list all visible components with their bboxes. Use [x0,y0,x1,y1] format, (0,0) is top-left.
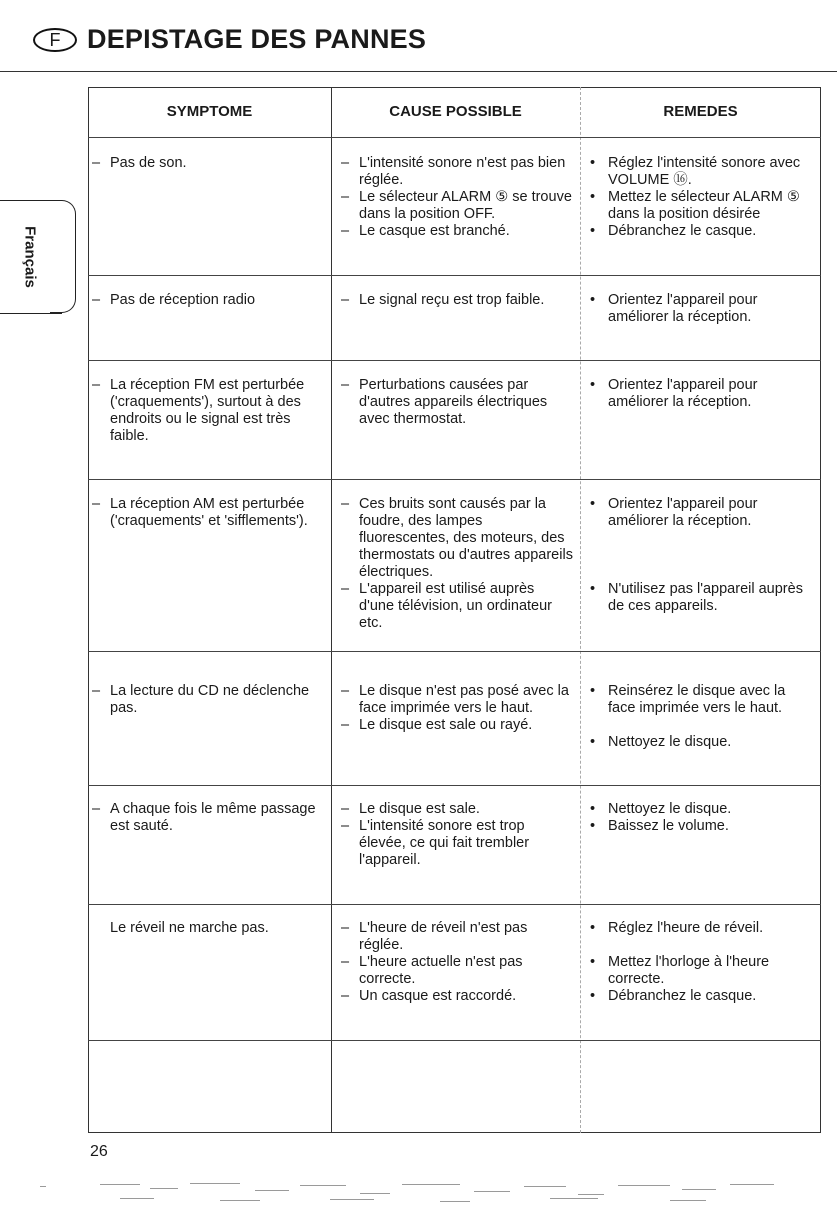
remedy-cell: • Nettoyez le disque. [590,734,732,750]
row-divider [88,479,821,480]
remedy-cell: • Orientez l'appareil pour améliorer la réception. [590,496,758,529]
cause-cell: – Ces bruits sont causés par la foudre, des lampes fluorescentes, des moteurs, des thermostats ou d'autres appareils électriques. – L'appareil est utilisé auprès d'une télévision, un ordinateur etc. [341,496,573,631]
remedy-cell: • Mettez l'horloge à l'heure correcte. • Débranchez le casque. [590,954,770,1004]
remedy-cell: • Orientez l'appareil pour améliorer la réception. [590,292,758,325]
page-number: 26 [90,1143,108,1160]
symptom-cell: – A chaque fois le même passage est sauté. [92,801,316,834]
column-header-remedy: REMEDES [663,103,738,120]
column-divider [331,87,332,1133]
row-divider [88,785,821,786]
row-divider [88,651,821,652]
row-divider [88,904,821,905]
row-divider [88,137,821,138]
symptom-cell: Le réveil ne marche pas. [110,920,269,936]
page-header [33,24,426,55]
cause-cell: – Le signal reçu est trop faible. [341,292,545,308]
remedy-cell: • Réglez l'intensité sonore avec VOLUME ⑯. • Mettez le sélecteur ALARM ⑤ dans la position désirée • Débranchez le casque. [590,155,801,239]
row-divider [88,1040,821,1041]
language-badge-letter: F [49,29,61,50]
symptom-cell: – La réception FM est perturbée ('craquements'), surtout à des endroits ou le signal est très faible. [92,377,305,444]
column-header-cause: CAUSE POSSIBLE [389,103,522,120]
remedy-cell: • N'utilisez pas l'appareil auprès de ces appareils. [590,581,803,614]
scan-noise [30,1178,800,1208]
column-divider [580,87,581,1133]
cause-cell: – Le disque n'est pas posé avec la face imprimée vers le haut. – Le disque est sale ou rayé. [341,683,569,733]
column-header-symptom: SYMPTOME [166,103,253,120]
header-divider [0,71,837,72]
side-tab-label: Français [21,226,39,288]
cause-cell: – Perturbations causées par d'autres appareils électriques avec thermostat. [341,377,548,427]
symptom-cell: – La réception AM est perturbée ('craquements' et 'sifflements'). [92,496,308,529]
row-divider [88,360,821,361]
symptom-cell: – La lecture du CD ne déclenche pas. [92,683,310,716]
cause-cell: – L'intensité sonore n'est pas bien réglée. – Le sélecteur ALARM ⑤ se trouve dans la position OFF. – Le casque est branché. [341,155,572,239]
remedy-cell: • Réglez l'heure de réveil. [590,920,764,936]
row-divider [88,275,821,276]
cause-cell: – L'heure de réveil n'est pas réglée. – L'heure actuelle n'est pas correcte. – Un casque est raccordé. [341,920,528,1004]
language-side-tab [0,200,77,314]
page-title: DEPISTAGE DES PANNES [87,24,427,54]
cause-cell: – Le disque est sale. – L'intensité sonore est trop élevée, ce qui fait trembler l'appareil. [341,801,530,868]
remedy-cell: • Orientez l'appareil pour améliorer la réception. [590,377,758,410]
language-badge [33,28,77,52]
symptom-cell: – Pas de son. [92,155,187,171]
remedy-cell: • Reinsérez le disque avec la face imprimée vers le haut. [590,683,786,716]
symptom-cell: – Pas de réception radio [92,292,256,308]
remedy-cell: • Nettoyez le disque. • Baissez le volume. [590,801,732,834]
